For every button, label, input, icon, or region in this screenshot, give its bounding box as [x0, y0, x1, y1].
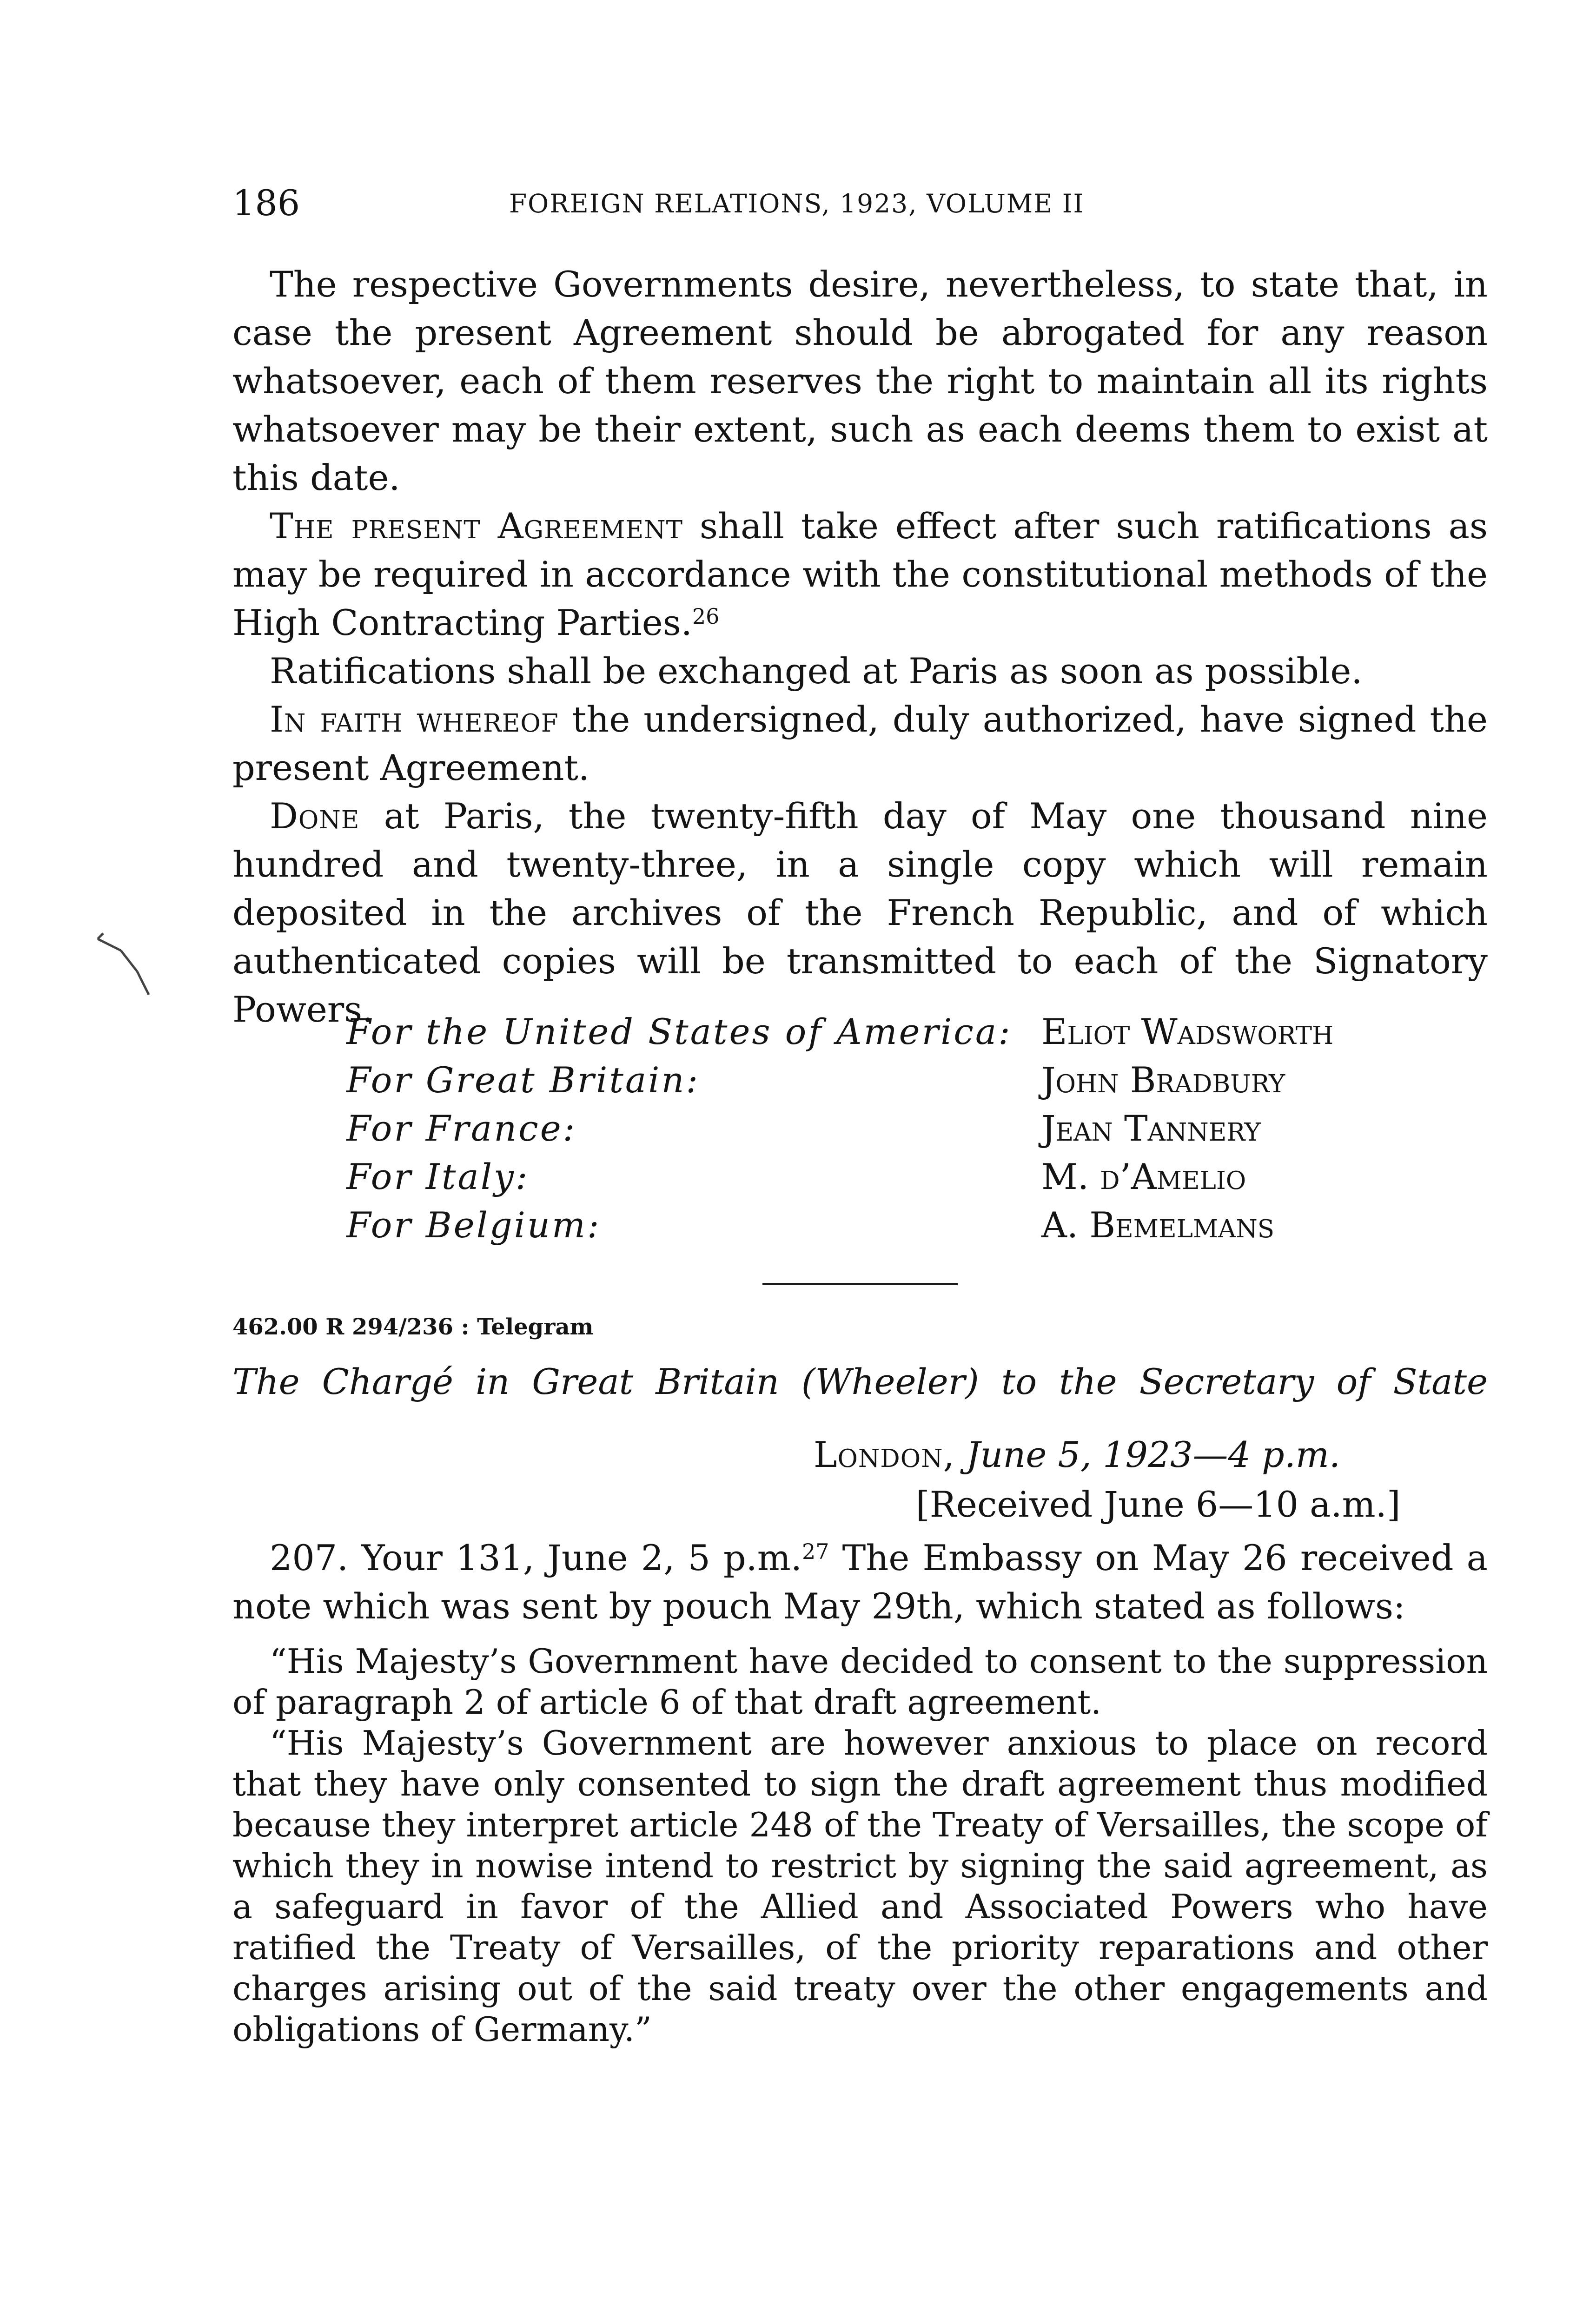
section-divider	[762, 1283, 958, 1285]
running-title: FOREIGN RELATIONS, 1923, VOLUME II	[509, 189, 1085, 218]
paragraph-in-faith: In faith whereof the undersigned, duly authorized, have signed the present Agreement.	[232, 699, 1488, 788]
quote-paragraph: “His Majesty’s Government are however anxious to place on record that they have only consented to sign the draft agreement thus modified because they interpret article 248 of the Treaty of Versailles, the scope of which they in nowise intend to restrict by signing the said agreement, as a safeguard in favor of the Allied and Associated Powers who have ratified the Treaty of Versailles, of the priority reparations and other charges arising out of the said treaty over the other engagements and obligations of Germany.”	[232, 1723, 1488, 2049]
paragraph-lead: Done	[270, 795, 360, 837]
paragraph-lead: The present Agreement	[270, 505, 683, 547]
signature-row	[346, 1011, 1416, 1059]
paragraph-abrogation: The respective Governments desire, nevertheless, to state that, in case the present Agreement should be abrogated for any reason whatsoever, each of them reserves the right to maintain all its rights whatsoever may be their extent, such as each deems them to exist at this date.	[232, 264, 1488, 498]
file-reference: 462.00 R 294/236 : Telegram	[232, 1314, 594, 1340]
footnote-ref: 27	[802, 1539, 829, 1564]
signature-row	[346, 1156, 1416, 1204]
signature-label: For Italy:	[346, 1156, 530, 1197]
running-head	[232, 182, 1488, 224]
signature-row	[346, 1204, 1416, 1253]
quoted-note	[232, 1641, 1488, 2050]
footnote-ref: 26	[692, 604, 720, 629]
paragraph-lead: In faith whereof	[270, 699, 559, 740]
telegram-text	[232, 1534, 1488, 1631]
quote-paragraph: “His Majesty’s Government have decided to consent to the suppression of paragraph 2 of article 6 of that draft agreement.	[232, 1642, 1488, 1722]
dateline-city: London,	[814, 1434, 955, 1475]
signatory-name: A. Bemelmans	[1041, 1204, 1275, 1246]
signature-label: For Great Britain:	[346, 1059, 700, 1101]
telegram-paragraph: 207. Your 131, June 2, 5 p.m.$^{27}$ The Embassy on May 26 received a note which was sent by pouch May 29th, which stated as follows:	[232, 1537, 1488, 1627]
signatory-name: John Bradbury	[1041, 1059, 1285, 1101]
paragraph-effect: The present Agreement shall take effect after such ratifications as may be required in accordance with the constitutional methods of the High Contracting Parties.$^{26}$	[232, 505, 1488, 643]
signatory-name: Jean Tannery	[1041, 1108, 1261, 1149]
page-number: 186	[232, 182, 300, 224]
dateline	[814, 1434, 1340, 1475]
signature-label: For Belgium:	[346, 1204, 601, 1246]
signatory-name: Eliot Wadsworth	[1041, 1011, 1334, 1052]
signature-row	[346, 1108, 1416, 1156]
signature-label: For France:	[346, 1108, 577, 1149]
signature-label: For the United States of America:	[346, 1011, 1012, 1052]
paragraph-done: Done at Paris, the twenty-fifth day of May one thousand nine hundred and twenty-three, in a single copy which will remain deposited in the archives of the French Republic, and of which authenticated copies will be transmitted to each of the Signatory Powers.	[232, 795, 1488, 1030]
signature-block	[346, 1011, 1416, 1253]
paragraph-ratifications: Ratifications shall be exchanged at Paris as soon as possible.	[270, 650, 1363, 692]
signature-row	[346, 1059, 1416, 1108]
signatory-name: M. d’Amelio	[1041, 1156, 1246, 1197]
agreement-text	[232, 260, 1488, 1034]
received-note: [Received June 6—10 a.m.]	[916, 1484, 1401, 1525]
document-heading: The Chargé in Great Britain (Wheeler) to the Secretary of State	[232, 1361, 1488, 1402]
dateline-date: June 5, 1923—4 p.m.	[966, 1434, 1341, 1475]
margin-mark	[93, 930, 153, 1004]
